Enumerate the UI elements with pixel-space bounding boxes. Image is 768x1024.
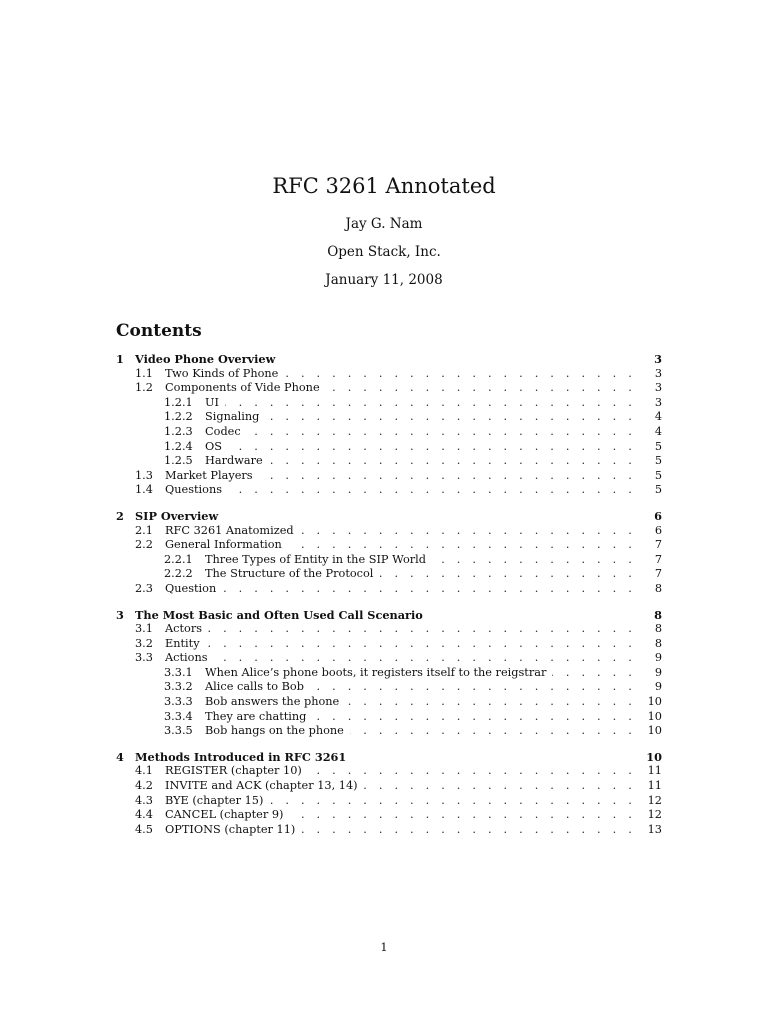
toc-subsubsection[interactable] [116,710,662,725]
toc-title: SIP Overview [135,508,219,523]
toc-number: 4.2 [135,779,153,793]
toc-leader [269,454,636,469]
toc-number: 4 [116,749,124,764]
toc-page-number: 9 [654,665,662,679]
toc-page-number: 8 [654,607,662,622]
toc-subsection[interactable] [116,823,662,838]
toc-page-number: 7 [654,538,662,552]
toc-subsubsection[interactable] [116,410,662,425]
document-date: January 11, 2008 [325,272,443,288]
toc-number: 2.2.1 [164,552,193,566]
toc-subsubsection[interactable] [116,724,662,739]
toc-page-number: 6 [654,508,662,523]
toc-title: Video Phone Overview [135,352,276,366]
toc-title: BYE (chapter 15) [165,793,264,807]
toc-leader [364,779,636,794]
toc-title: Bob hangs on the phone [205,724,344,738]
toc-subsection[interactable] [116,622,662,637]
document-title: RFC 3261 Annotated [272,174,496,198]
toc-leader [301,823,636,838]
toc-leader [552,666,636,681]
toc-leader [284,367,636,382]
toc-leader [269,794,636,809]
toc-title: Signaling [205,410,260,424]
toc-title: REGISTER (chapter 10) [165,764,302,778]
toc-leader [288,538,636,553]
toc-title: The Structure of the Protocol [205,567,374,581]
toc-title: INVITE and ACK (chapter 13, 14) [165,779,358,793]
toc-title: Market Players [165,468,253,482]
author-name: Jay G. Nam [345,216,423,232]
toc-page-number: 7 [654,552,662,566]
toc-number: 1.2.4 [164,439,193,453]
toc-subsection[interactable] [116,582,662,597]
toc-subsection[interactable] [116,808,662,823]
toc-subsubsection[interactable] [116,454,662,469]
toc-leader [310,680,636,695]
toc-section[interactable] [116,750,662,765]
toc-page-number: 10 [646,749,662,764]
toc-subsubsection[interactable] [116,680,662,695]
toc-number: 1.2 [135,381,153,395]
toc-number: 3.3.4 [164,709,193,723]
toc-number: 1.1 [135,366,153,380]
toc-subsubsection[interactable] [116,425,662,440]
toc-leader [300,524,636,539]
toc-title: When Alice’s phone boots, it registers itself to the reigstrar [205,665,547,679]
toc-subsubsection[interactable] [116,553,662,568]
toc-page-number: 3 [654,352,662,366]
toc-leader [206,637,636,652]
toc-title: RFC 3261 Anatomized [165,523,294,537]
toc-leader [228,440,636,455]
toc-title: Questions [165,483,223,497]
toc-subsection[interactable] [116,637,662,652]
toc-page-number: 3 [654,395,662,409]
toc-title: Bob answers the phone [205,695,340,709]
toc-title: The Most Basic and Often Used Call Scenario [135,607,423,622]
toc-page-number: 11 [647,764,662,778]
toc-number: 3.3 [135,651,153,665]
toc-page-number: 7 [654,567,662,581]
toc-page-number: 5 [654,483,662,497]
toc-page-number: 10 [647,709,662,723]
toc-title: General Information [165,538,282,552]
toc-subsection[interactable] [116,469,662,484]
toc-subsection[interactable] [116,367,662,382]
toc-number: 4.5 [135,822,153,836]
toc-title: Question [165,581,217,595]
toc-leader [379,567,636,582]
toc-title: Alice calls to Bob [205,680,304,694]
toc-title: CANCEL (chapter 9) [165,808,284,822]
toc-subsection[interactable] [116,483,662,498]
toc-subsubsection[interactable] [116,695,662,710]
toc-subsubsection[interactable] [116,567,662,582]
toc-number: 2.3 [135,581,153,595]
toc-subsection[interactable] [116,794,662,809]
toc-title: Methods Introduced in RFC 3261 [135,749,347,764]
organization: Open Stack, Inc. [327,244,441,260]
toc-page-number: 4 [654,424,662,438]
toc-page-number: 8 [654,622,662,636]
toc-page-number: 8 [654,636,662,650]
toc-number: 1.2.3 [164,424,193,438]
toc-title: UI [205,395,219,409]
toc-page-number: 12 [647,793,662,807]
toc-number: 4.3 [135,793,153,807]
toc-number: 4.4 [135,808,153,822]
toc-leader [208,622,636,637]
toc-number: 2.2.2 [164,567,193,581]
toc-leader [350,724,636,739]
toc-title: Components of Vide Phone [165,381,320,395]
toc-subsection[interactable] [116,779,662,794]
toc-subsection[interactable] [116,381,662,396]
toc-title: Hardware [205,454,263,468]
toc-number: 3 [116,607,124,622]
toc-number: 1.2.2 [164,410,193,424]
toc-number: 3.2 [135,636,153,650]
toc-page-number: 8 [654,581,662,595]
toc-number: 1.4 [135,483,153,497]
toc-number: 1 [116,352,124,366]
toc-page-number: 10 [647,695,662,709]
toc-title: Two Kinds of Phone [165,366,279,380]
toc-title: OPTIONS (chapter 11) [165,822,296,836]
toc-number: 3.3.1 [164,665,193,679]
toc-page-number: 9 [654,680,662,694]
table-of-contents [116,352,662,837]
toc-leader [289,808,636,823]
toc-leader [345,695,636,710]
toc-page-number: 5 [654,439,662,453]
toc-section[interactable] [116,509,662,524]
toc-number: 3.3.5 [164,724,193,738]
toc-page-number: 3 [654,381,662,395]
toc-leader [225,396,636,411]
toc-title: Actors [165,622,203,636]
toc-section[interactable] [116,608,662,623]
toc-title: They are chatting [205,709,307,723]
toc-leader [265,410,636,425]
toc-number: 3.1 [135,622,153,636]
toc-title: Actions [165,651,208,665]
toc-number: 1.2.1 [164,395,193,409]
toc-title: Three Types of Entity in the SIP World [205,552,427,566]
toc-subsection[interactable] [116,538,662,553]
toc-leader [222,582,636,597]
toc-page-number: 4 [654,410,662,424]
toc-number: 2.1 [135,523,153,537]
toc-leader [228,483,636,498]
toc-leader [326,381,636,396]
toc-leader [312,710,636,725]
toc-page-number: 10 [647,724,662,738]
toc-number: 2 [116,508,124,523]
toc-leader [259,469,636,484]
toc-number: 1.3 [135,468,153,482]
toc-page-number: 3 [654,366,662,380]
toc-title: Codec [205,424,241,438]
toc-section[interactable] [116,352,662,367]
toc-title: Entity [165,636,200,650]
toc-page-number: 5 [654,468,662,482]
toc-page-number: 6 [654,523,662,537]
toc-title: OS [205,439,223,453]
toc-page-number: 11 [647,779,662,793]
toc-number: 3.3.3 [164,695,193,709]
toc-subsection[interactable] [116,524,662,539]
contents-heading: Contents [116,321,202,341]
toc-number: 2.2 [135,538,153,552]
toc-number: 4.1 [135,764,153,778]
toc-subsection[interactable] [116,651,662,666]
toc-number: 3.3.2 [164,680,193,694]
toc-leader [308,764,636,779]
toc-leader [432,553,636,568]
toc-leader [247,425,636,440]
toc-page-number: 13 [647,822,662,836]
toc-page-number: 12 [647,808,662,822]
toc-number: 1.2.5 [164,454,193,468]
toc-subsubsection[interactable] [116,666,662,681]
toc-subsubsection[interactable] [116,440,662,455]
toc-leader [214,651,636,666]
page-number: 1 [380,941,388,954]
toc-subsubsection[interactable] [116,396,662,411]
toc-page-number: 5 [654,454,662,468]
toc-page-number: 9 [654,651,662,665]
toc-subsection[interactable] [116,764,662,779]
